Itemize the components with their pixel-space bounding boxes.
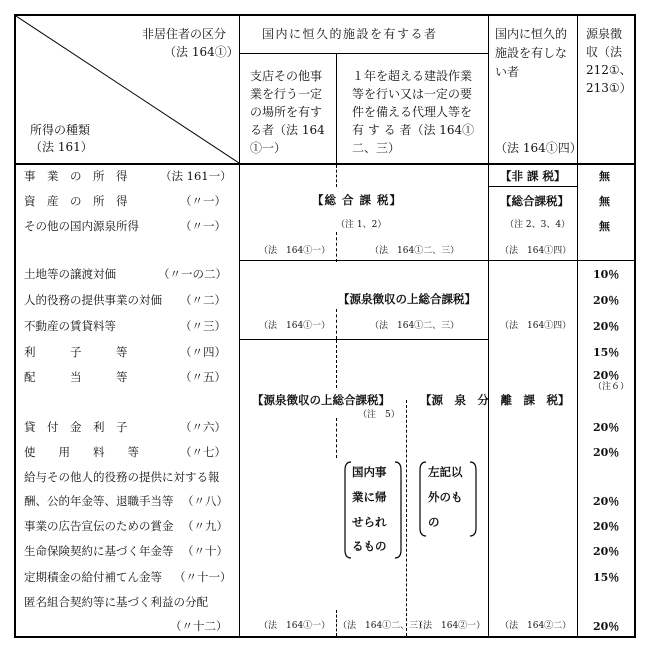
row-13-name: 事業の広告宣伝のための賞金 bbox=[24, 519, 174, 533]
rate-row-8-note: （注６） bbox=[593, 382, 630, 392]
other-bracket-line1: 左記以 bbox=[428, 465, 463, 479]
ref-3-separate-2: （法 164②二） bbox=[500, 621, 572, 631]
row-2-ref: （〃一） bbox=[180, 194, 226, 208]
col-divider-nope bbox=[488, 14, 489, 638]
row-12-name: 酬、公的年金等、退職手当等 bbox=[24, 494, 174, 508]
separate-taxation-label: 【源 泉 分 離 課 税】 bbox=[420, 393, 570, 407]
rate-row-2: 無 bbox=[599, 195, 610, 208]
non-taxable-label: 【非 課 税】 bbox=[500, 169, 566, 183]
row-8-name: 配 当 等 bbox=[24, 370, 128, 384]
rate-row-9: 20％ bbox=[593, 421, 620, 434]
ref-2-construction: （法 164①二、三） bbox=[370, 321, 460, 331]
dashed-divider-7 bbox=[406, 400, 407, 636]
wht-header-line3: 212①、 bbox=[586, 63, 632, 77]
row-8-ref: （〃五） bbox=[180, 370, 226, 384]
row-15-name: 定期積金の給付補てん金等 bbox=[24, 570, 162, 584]
row-1-ref: （法 161一） bbox=[160, 169, 232, 183]
ref-3-separate-1: （法 164②一） bbox=[414, 621, 486, 631]
dashed-divider-6 bbox=[336, 610, 337, 636]
no-pe-ref: （法 164①四） bbox=[495, 141, 582, 155]
rate-row-8: 20％ bbox=[593, 369, 620, 382]
pe-construction-line1: １年を超える建設作業 bbox=[352, 69, 473, 83]
dashed-divider-3 bbox=[336, 309, 337, 339]
pe-branch-line5: ①一） bbox=[250, 141, 287, 155]
row-4-name: 土地等の譲渡対価 bbox=[24, 267, 116, 281]
row-6-name: 不動産の賃貸料等 bbox=[24, 319, 116, 333]
no-pe-line3: い者 bbox=[495, 65, 520, 79]
row-7-name: 利 子 等 bbox=[24, 345, 128, 359]
wht-header-line1: 源泉徴 bbox=[586, 27, 623, 41]
ref-1-nope: （法 164①四） bbox=[500, 246, 572, 256]
ref-2-branch: （法 164①一） bbox=[259, 321, 331, 331]
domestic-bracket-line3: せられ bbox=[352, 515, 387, 529]
pe-branch-line4: る者（法 164 bbox=[250, 123, 325, 137]
no-pe-line1: 国内に恒久的 bbox=[495, 27, 568, 41]
corner-top-line1: 非居住者の区分 bbox=[142, 27, 227, 41]
row-9-ref: （〃六） bbox=[180, 420, 226, 434]
comprehensive-b-label: 【総合課税】 bbox=[500, 194, 569, 208]
row-16-name: 匿名組合契約等に基づく利益の分配 bbox=[24, 595, 208, 609]
row-14-name: 生命保険契約に基づく年金等 bbox=[24, 544, 174, 558]
domestic-bracket-line2: 業に帰 bbox=[352, 490, 387, 504]
dashed-divider-5 bbox=[336, 418, 337, 458]
header-bottom-rule bbox=[14, 163, 636, 165]
other-bracket-line3: の bbox=[428, 515, 440, 529]
group2-rule bbox=[239, 339, 488, 340]
corner-top-line2: （法 164①） bbox=[164, 45, 239, 59]
row-11-name: 給与その他人的役務の提供に対する報 bbox=[24, 470, 220, 484]
pe-branch-line3: の場所を有す bbox=[250, 105, 323, 119]
row-7-ref: （〃四） bbox=[180, 345, 226, 359]
corner-bottom-line2: （法 161） bbox=[30, 140, 93, 154]
pe-construction-line5: 二、三） bbox=[352, 141, 401, 155]
wht-header-line2: 収（法 bbox=[586, 45, 623, 59]
rate-row-6: 20％ bbox=[593, 320, 620, 333]
row-12-ref: （〃八） bbox=[182, 494, 228, 508]
table-border-right bbox=[634, 14, 636, 638]
row-14-ref: （〃十） bbox=[182, 544, 228, 558]
ref-1-branch: （法 164①一） bbox=[259, 246, 331, 256]
col-divider-label bbox=[239, 14, 240, 638]
corner-bottom-line1: 所得の種類 bbox=[30, 123, 91, 137]
pe-branch-line2: 業を行う一定 bbox=[250, 87, 323, 101]
rate-row-5: 20％ bbox=[593, 294, 620, 307]
row-4-ref: （〃一の二） bbox=[158, 267, 227, 281]
dashed-divider-4 bbox=[336, 340, 337, 388]
pe-title: 国内に恒久的施設を有する者 bbox=[262, 27, 438, 41]
pe-subheader-rule bbox=[239, 53, 488, 54]
pe-construction-line3: 件を備える代理人等を bbox=[352, 105, 473, 119]
row-10-name: 使 用 料 等 bbox=[24, 445, 139, 459]
other-bracket-line2: 外のも bbox=[428, 490, 463, 504]
row-9-name: 貸 付 金 利 子 bbox=[24, 420, 128, 434]
row-10-ref: （〃七） bbox=[180, 445, 226, 459]
rate-row-13: 20％ bbox=[593, 520, 620, 533]
ref-3-branch: （法 164①一） bbox=[259, 621, 331, 631]
row-3-name: その他の国内源泉所得 bbox=[24, 219, 139, 233]
rate-row-1: 無 bbox=[599, 170, 610, 183]
rate-row-3: 無 bbox=[599, 220, 610, 233]
rate-row-4: 10％ bbox=[593, 268, 620, 281]
wht-header-line4: 213①） bbox=[586, 81, 632, 95]
row-13-ref: （〃九） bbox=[182, 519, 228, 533]
comprehensive-a-label: 【総 合 課 税】 bbox=[312, 193, 403, 207]
dashed-divider-2 bbox=[336, 232, 337, 262]
wht-comprehensive-label: 【源泉徴収の上総合課税】 bbox=[252, 393, 390, 407]
rate-row-15: 15％ bbox=[593, 571, 620, 584]
rate-row-10: 20％ bbox=[593, 446, 620, 459]
rate-row-14: 20％ bbox=[593, 545, 620, 558]
row-1-name: 事 業 の 所 得 bbox=[24, 169, 128, 183]
pe-construction-line4: 有 す る 者（法 164① bbox=[352, 123, 475, 137]
row-17-ref: （〃十二） bbox=[170, 619, 228, 633]
row-2-name: 資 産 の 所 得 bbox=[24, 194, 128, 208]
domestic-bracket-line1: 国内事 bbox=[352, 465, 387, 479]
col-divider-rate bbox=[577, 14, 578, 638]
row-3-ref: （〃一） bbox=[180, 219, 226, 233]
pe-branch-line1: 支店その他事 bbox=[250, 69, 323, 83]
row-5-ref: （〃二） bbox=[180, 293, 226, 307]
ref-3-construction: （法 164①二、三） bbox=[338, 621, 428, 631]
wht-comprehensive-full-label: 【源泉徴収の上総合課税】 bbox=[338, 292, 476, 306]
comprehensive-a-ref: （注 1、2） bbox=[336, 220, 387, 230]
row-6-ref: （〃三） bbox=[180, 319, 226, 333]
group1-rule bbox=[239, 260, 635, 261]
no-pe-line2: 施設を有しな bbox=[495, 46, 568, 60]
pe-construction-line2: 等を行い又は一定の要 bbox=[352, 87, 473, 101]
domestic-bracket-line4: るもの bbox=[352, 539, 387, 553]
wht-comprehensive-note: （注 5） bbox=[358, 410, 400, 420]
rate-row-17: 20％ bbox=[593, 620, 620, 633]
dashed-divider-1 bbox=[336, 165, 337, 187]
rate-row-12: 20％ bbox=[593, 495, 620, 508]
ref-1-construction: （法 164①二、三） bbox=[370, 246, 460, 256]
rate-row-7: 15％ bbox=[593, 346, 620, 359]
row-5-name: 人的役務の提供事業の対価 bbox=[24, 293, 162, 307]
comprehensive-b-ref: （注 2、3、4） bbox=[505, 220, 571, 230]
table-border-bottom bbox=[14, 636, 636, 638]
nope-nontax-rule bbox=[488, 186, 577, 187]
ref-2-nope: （法 164①四） bbox=[500, 321, 572, 331]
pe-subcol-divider bbox=[336, 53, 337, 163]
row-15-ref: （〃十一） bbox=[174, 570, 232, 584]
